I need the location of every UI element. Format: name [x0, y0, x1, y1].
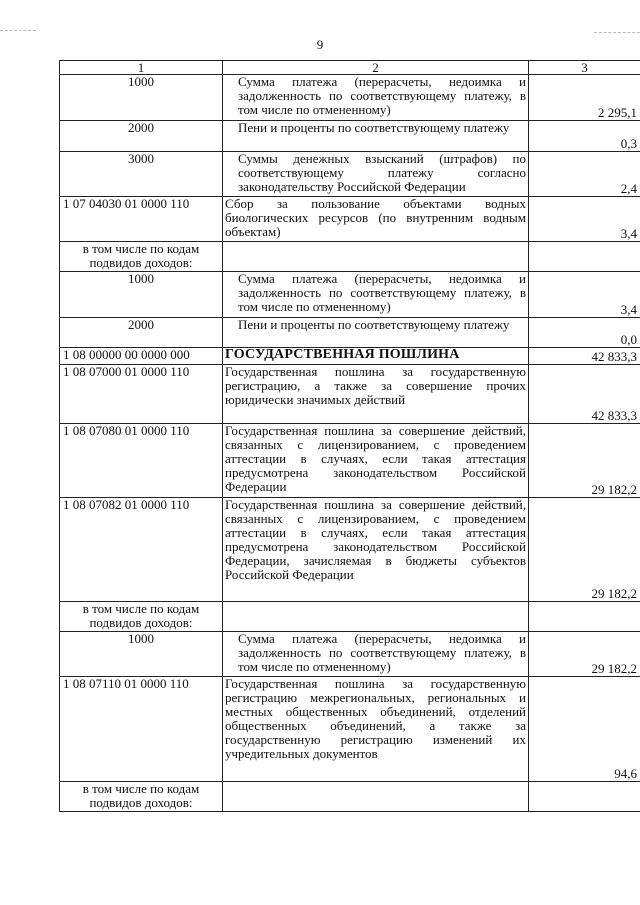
income-code: 2000	[60, 318, 223, 348]
income-description: Пени и проценты по соответствующему платежу	[223, 318, 529, 348]
income-description: Суммы денежных взысканий (штрафов) по соответствующему платежу согласно законодательству Российской Федерации	[223, 152, 529, 197]
income-description: Сумма платежа (перерасчеты, недоимка и задолженность по соответствующему платежу, в том числе по отмененному)	[223, 632, 529, 677]
revenue-table	[59, 60, 640, 812]
column-header: 2	[223, 61, 529, 75]
column-header: 1	[60, 61, 223, 75]
empty-cell	[529, 782, 640, 812]
income-code: 2000	[60, 121, 223, 152]
subcode-caption: в том числе по кодам подвидов доходов:	[60, 242, 223, 272]
income-amount: 3,4	[529, 272, 640, 318]
page-number: 9	[316, 37, 324, 52]
table-row	[60, 197, 640, 242]
income-description: Сбор за пользование объектами водных биологических ресурсов (по внутренним водным объектам)	[223, 197, 529, 242]
income-code: 1000	[60, 272, 223, 318]
table-row	[60, 602, 640, 632]
subcode-caption: в том числе по кодам подвидов доходов:	[60, 782, 223, 812]
table-row-section	[60, 348, 640, 365]
income-amount: 42 833,3	[529, 348, 640, 365]
empty-cell	[223, 242, 529, 272]
income-amount: 42 833,3	[529, 365, 640, 424]
table-row	[60, 632, 640, 677]
income-code: 3000	[60, 152, 223, 197]
income-code: 1 08 00000 00 0000 000	[60, 348, 223, 365]
table-row	[60, 365, 640, 424]
subcode-caption: в том числе по кодам подвидов доходов:	[60, 602, 223, 632]
empty-cell	[223, 782, 529, 812]
income-description: Сумма платежа (перерасчеты, недоимка и задолженность по соответствующему платежу, в том числе по отмененному)	[223, 75, 529, 121]
table-row	[60, 75, 640, 121]
income-amount: 29 182,2	[529, 424, 640, 498]
income-code: 1 08 07110 01 0000 110	[60, 677, 223, 782]
income-code: 1 07 04030 01 0000 110	[60, 197, 223, 242]
table-row	[60, 498, 640, 602]
empty-cell	[529, 602, 640, 632]
table-row	[60, 677, 640, 782]
income-code: 1 08 07080 01 0000 110	[60, 424, 223, 498]
income-description: Государственная пошлина за государственную регистрацию межрегиональных, региональных и местных общественных объединений, отделений общественных объединений, а также за государственную регистрацию изменений их учредительных документов	[223, 677, 529, 782]
table-row	[60, 272, 640, 318]
scan-artifact	[0, 30, 640, 31]
table-row	[60, 424, 640, 498]
income-description: Сумма платежа (перерасчеты, недоимка и задолженность по соответствующему платежу, в том числе по отмененному)	[223, 272, 529, 318]
section-title: ГОСУДАРСТВЕННАЯ ПОШЛИНА	[223, 348, 529, 365]
table-row	[60, 242, 640, 272]
column-header: 3	[529, 61, 640, 75]
table-header-row	[60, 61, 640, 75]
table-row	[60, 152, 640, 197]
empty-cell	[223, 602, 529, 632]
income-description: Государственная пошлина за совершение действий, связанных с лицензированием, с проведением аттестации в случаях, если такая аттестация предусмотрена законодательством Российской Федерации, зачисляемая в бюджеты субъектов Российской Федерации	[223, 498, 529, 602]
income-amount: 29 182,2	[529, 632, 640, 677]
income-amount: 2 295,1	[529, 75, 640, 121]
income-code: 1000	[60, 75, 223, 121]
income-code: 1000	[60, 632, 223, 677]
income-amount: 94,6	[529, 677, 640, 782]
income-amount: 0,0	[529, 318, 640, 348]
income-description: Государственная пошлина за совершение действий, связанных с лицензированием, с проведением аттестации в случаях, если такая аттестация предусмотрена законодательством Российской Федерации	[223, 424, 529, 498]
income-description: Пени и проценты по соответствующему платежу	[223, 121, 529, 152]
empty-cell	[529, 242, 640, 272]
table-row	[60, 121, 640, 152]
income-code: 1 08 07000 01 0000 110	[60, 365, 223, 424]
income-amount: 3,4	[529, 197, 640, 242]
income-code: 1 08 07082 01 0000 110	[60, 498, 223, 602]
table-row	[60, 782, 640, 812]
income-amount: 0,3	[529, 121, 640, 152]
income-amount: 2,4	[529, 152, 640, 197]
income-description: Государственная пошлина за государственную регистрацию, а также за совершение прочих юридически значимых действий	[223, 365, 529, 424]
income-amount: 29 182,2	[529, 498, 640, 602]
table-row	[60, 318, 640, 348]
